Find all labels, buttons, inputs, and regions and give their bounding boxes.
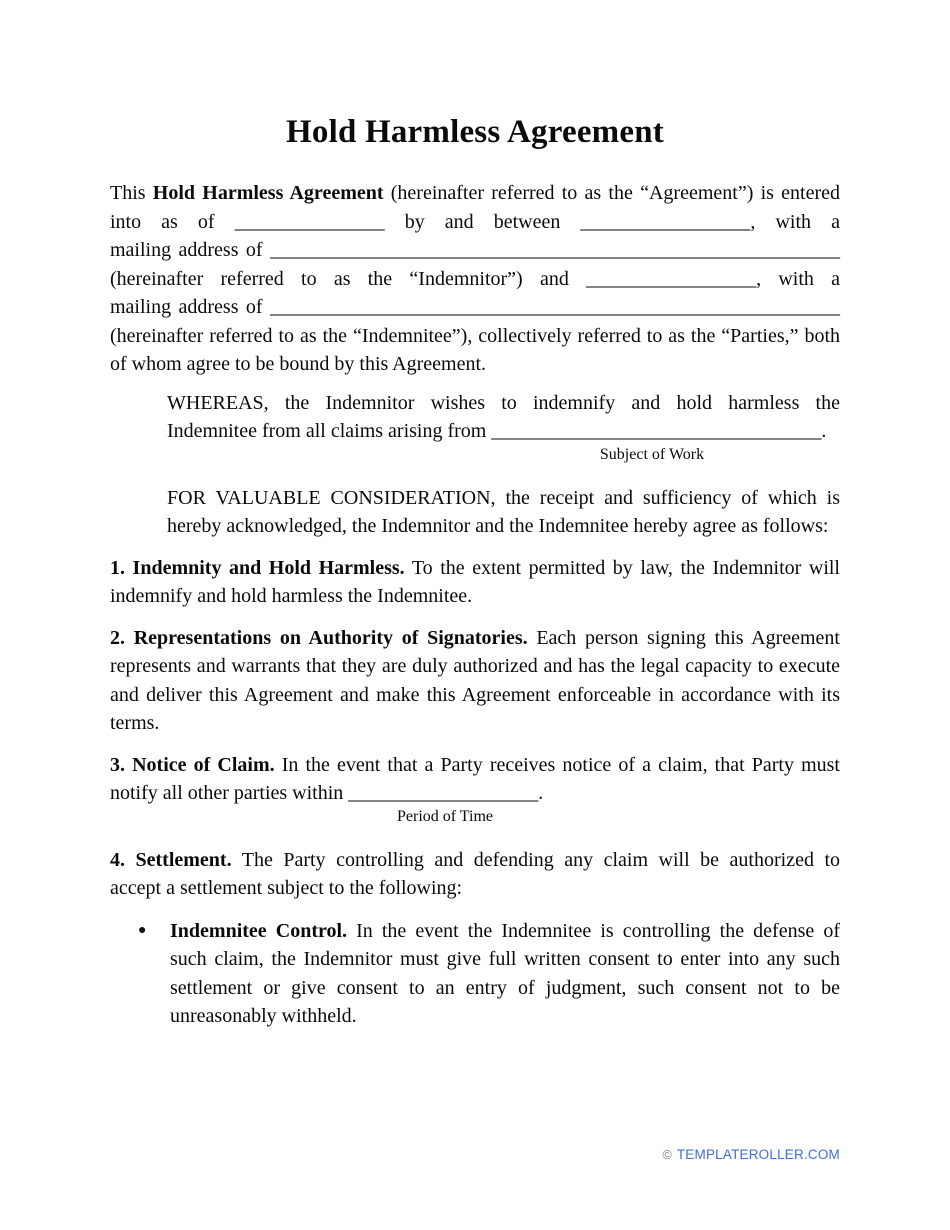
intro-paragraph (110, 179, 840, 379)
text-run: In the event that a Party receives notice of a claim, that Party must (274, 753, 840, 776)
text-run: (hereinafter referred to as the “Indemnitor”) and (110, 267, 587, 290)
text-line (170, 917, 840, 946)
copyright-icon: © (662, 1148, 672, 1162)
section-3-notice (110, 751, 840, 826)
text-run: of whom agree to be bound by this Agreement. (110, 353, 487, 375)
text-line (110, 208, 840, 237)
text-run: represents and warrants that they are duly authorized and has the legal capacity to execute (110, 655, 840, 677)
text-run: accept a settlement subject to the following: (110, 877, 463, 899)
text-run: WHEREAS, the Indemnitor wishes to indemnify and hold harmless the (167, 391, 840, 414)
text-line (170, 945, 840, 974)
text-line (110, 681, 840, 710)
indemnitor-name-blank[interactable]: _________________ (580, 210, 751, 233)
bold-text-run: 3. Notice of Claim. (110, 753, 275, 776)
indemnitor-address-blank[interactable]: _________________________________________________________ (270, 239, 840, 261)
text-run: notify all other parties within (110, 782, 349, 804)
effective-date-blank[interactable]: _______________ (234, 210, 385, 233)
text-line (110, 751, 840, 780)
text-run: The Party controlling and defending any claim will be authorized to (231, 848, 841, 871)
period-of-time-blank[interactable]: ___________________ (348, 782, 539, 804)
section-4-settlement (110, 846, 840, 903)
bold-text-run: 4. Settlement. (110, 848, 232, 871)
text-line (110, 236, 840, 265)
bullet-indemnitee-control (110, 917, 840, 1031)
text-line (167, 512, 840, 541)
indemnitee-name-blank[interactable]: _________________ (586, 267, 757, 290)
whereas-clause (110, 389, 840, 464)
text-run: In the event the Indemnitee is controlling the defense of (347, 919, 840, 942)
text-line (110, 554, 840, 583)
templateroller-link[interactable]: TEMPLATEROLLER.COM (676, 1147, 840, 1162)
text-line (170, 1002, 840, 1031)
text-run: , with a (750, 210, 840, 233)
subject-of-work-blank[interactable]: _________________________________ (491, 420, 822, 442)
text-run: (hereinafter referred to as the “Indemnitee”), collectively referred to as the “Parties,” both (110, 324, 840, 347)
text-line (170, 974, 840, 1003)
text-run: . (538, 782, 544, 804)
text-run: , with a (756, 267, 841, 290)
text-run: terms. (110, 712, 160, 734)
indemnitee-address-blank[interactable]: _________________________________________________________ (270, 296, 840, 318)
text-run: and deliver this Agreement and make this Agreement enforceable in accordance with its (110, 683, 840, 706)
bold-text-run: 2. Representations on Authority of Signatories. (110, 626, 528, 649)
text-line (110, 624, 840, 653)
footer (662, 1147, 840, 1163)
section-1-indemnity (110, 554, 840, 611)
text-run: mailing address of (110, 296, 270, 318)
consideration-clause (110, 484, 840, 541)
text-line (110, 779, 840, 808)
document-title: Hold Harmless Agreement (286, 114, 664, 150)
text-line (167, 417, 840, 446)
text-run: . (821, 420, 827, 442)
bullet-icon: ● (138, 922, 147, 938)
whereas-clause-caption: Subject of Work (599, 445, 705, 463)
bold-text-run: 1. Indemnity and Hold Harmless. (110, 556, 405, 579)
section-3-notice-caption: Period of Time (396, 807, 493, 825)
text-line (167, 484, 840, 513)
text-run: (hereinafter referred to as the “Agreement”) is entered (383, 182, 841, 204)
text-run: into as of (110, 210, 235, 233)
text-line (110, 709, 840, 738)
text-run: such claim, the Indemnitor must give full written consent to enter into any such (170, 948, 840, 970)
text-run: unreasonably withheld. (170, 1005, 357, 1027)
text-run: hereby acknowledged, the Indemnitor and the Indemnitee hereby agree as follows: (167, 515, 829, 537)
text-line (110, 652, 840, 681)
text-run: This (110, 182, 153, 204)
text-run: FOR VALUABLE CONSIDERATION, the receipt and sufficiency of which is (167, 486, 840, 509)
text-run: mailing address of (110, 239, 270, 261)
text-line (110, 582, 840, 611)
document-body (110, 179, 840, 1031)
bold-text-run: Hold Harmless Agreement (152, 182, 384, 204)
text-line (110, 293, 840, 322)
text-line (110, 350, 840, 379)
text-line (167, 389, 840, 418)
text-line (110, 874, 840, 903)
text-line (110, 179, 840, 208)
text-line (110, 265, 840, 294)
text-run: Indemnitee from all claims arising from (167, 420, 492, 442)
text-line (110, 846, 840, 875)
text-run: by and between (384, 210, 581, 233)
text-run: Each person signing this Agreement (527, 626, 840, 649)
bold-text-run: Indemnitee Control. (170, 919, 348, 942)
text-run: To the extent permitted by law, the Indemnitor will (404, 556, 840, 579)
text-run: indemnify and hold harmless the Indemnitee. (110, 585, 473, 607)
text-run: settlement or give consent to an entry of judgment, such consent not to be (170, 976, 840, 999)
text-line (110, 322, 840, 351)
section-2-representations (110, 624, 840, 738)
